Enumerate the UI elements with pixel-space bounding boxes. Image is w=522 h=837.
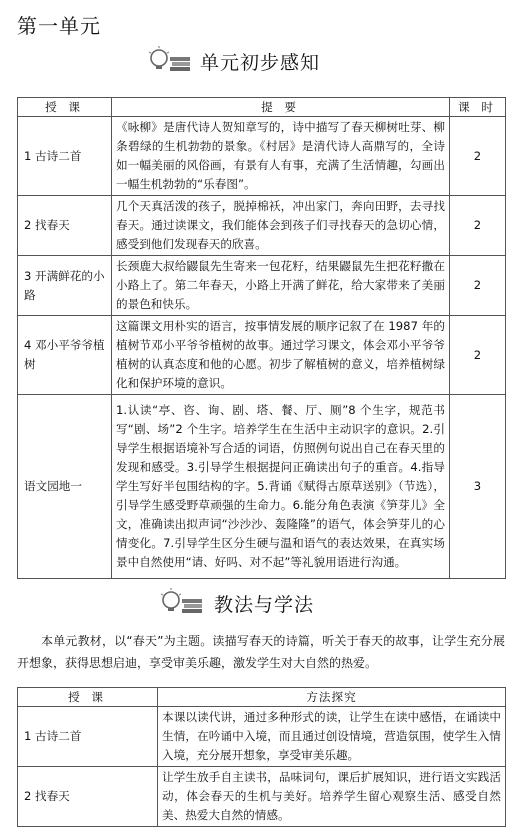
lesson-cell: 4 邓小平爷爷植树 [18,316,112,395]
section-heading-perception [0,45,522,79]
hours-cell: 2 [450,316,506,395]
summary-cell: 《咏柳》是唐代诗人贺知章写的，诗中描写了春天柳树吐芽、柳条碧绿的生机勃勃的景象。《村居》是清代诗人高鼎写的，全诗如一幅美丽的风俗画，有景有人有事，充满了生活情趣，勾画出一幅生机勃勃的“乐春图”。 [112,117,450,196]
lightbulb-books-icon [160,587,206,617]
section-title: 单元初步感知 [200,52,321,74]
summary-cell: 几个天真活泼的孩子，脱掉棉袄，冲出家门，奔向田野，去寻找春天。通过读课文，我们能体会到孩子们寻找春天的急切心情，感受到他们发现春天的欣喜。 [112,196,450,256]
table-row [18,256,506,316]
hours-cell: 2 [450,256,506,316]
method-cell: 让学生放手自主读书，品味词句，课后扩展知识，进行语文实践活动，体会春天的生机与美好。培养学生留心观察生活、感受自然美、热爱大自然的情感。 [158,767,506,827]
column-header: 授 课 [18,98,112,117]
table-row [18,196,506,256]
summary-cell: 1.认读“亭、咨、询、剧、塔、餐、厅、厕”8 个生字，规范书写“剧、场”2 个生字。培养学生在生活中主动识字的意识。2.引导学生根据语境补写合适的词语，仿照例句说出自己在春天里的发现和感受。3.引导学生根据提问正确读出句子的重音。4.指导学生写好半包围结构的字。5.背诵《赋得古原草送别》（节选），引导学生感受野草顽强的生命力。6.能分角色表演《笋芽儿》全文，准确读出拟声词“沙沙沙、轰隆隆”的语气，体会笋芽儿的心情变化。7.引导学生区分生硬与温和语气的表达效果，在真实场景中自然使用“请、好吗、对不起”等礼貌用语进行沟通。 [112,395,450,579]
summary-cell: 长颈鹿大叔给鼹鼠先生寄来一包花籽，结果鼹鼠先生把花籽撒在小路上了。第二年春天，小路上开满了鲜花，给大家带来了美丽的景色和快乐。 [112,256,450,316]
table-header-row [18,98,506,117]
column-header: 方法探究 [158,688,506,707]
lesson-cell: 语文园地一 [18,395,112,579]
lesson-cell: 2 找春天 [18,767,158,827]
hours-cell: 2 [450,117,506,196]
lesson-cell: 1 古诗二首 [18,117,112,196]
table-row [18,395,506,579]
intro-paragraph: 本单元教材，以“春天”为主题。读描写春天的诗篇，听关于春天的故事，让学生充分展开想象，获得思想启迪，享受审美乐趣，激发学生对大自然的热爱。 [17,634,505,670]
table-row [18,316,506,395]
lightbulb-books-icon [148,45,194,75]
section-title: 教法与学法 [214,594,315,616]
section-heading-methods [0,587,522,621]
summary-cell: 这篇课文用朴实的语言，按事情发展的顺序记叙了在 1987 年的植树节邓小平爷爷植树的故事。通过学习课文，体会邓小平爷爷植树的认真态度和他的心愿。初步了解植树的意义，培养植树绿化和保护环境的意识。 [112,316,450,395]
lesson-cell: 2 找春天 [18,196,112,256]
lesson-cell: 1 古诗二首 [18,707,158,767]
table-header-row [18,688,506,707]
lesson-cell: 3 开满鲜花的小路 [18,256,112,316]
table-row [18,117,506,196]
method-table [17,687,506,827]
unit-title: 第一单元 [17,14,101,38]
table-row [18,767,506,827]
method-cell: 本课以读代讲，通过多种形式的读，让学生在读中感悟，在诵读中生情，在吟诵中入境，而且通过创设情境，营造氛围，使学生入情入境，充分展开想象，享受审美乐趣。 [158,707,506,767]
hours-cell: 2 [450,196,506,256]
column-header: 提 要 [112,98,450,117]
lesson-overview-table [17,97,506,579]
hours-cell: 3 [450,395,506,579]
column-header: 授 课 [18,688,158,707]
column-header: 课 时 [450,98,506,117]
table-row [18,707,506,767]
